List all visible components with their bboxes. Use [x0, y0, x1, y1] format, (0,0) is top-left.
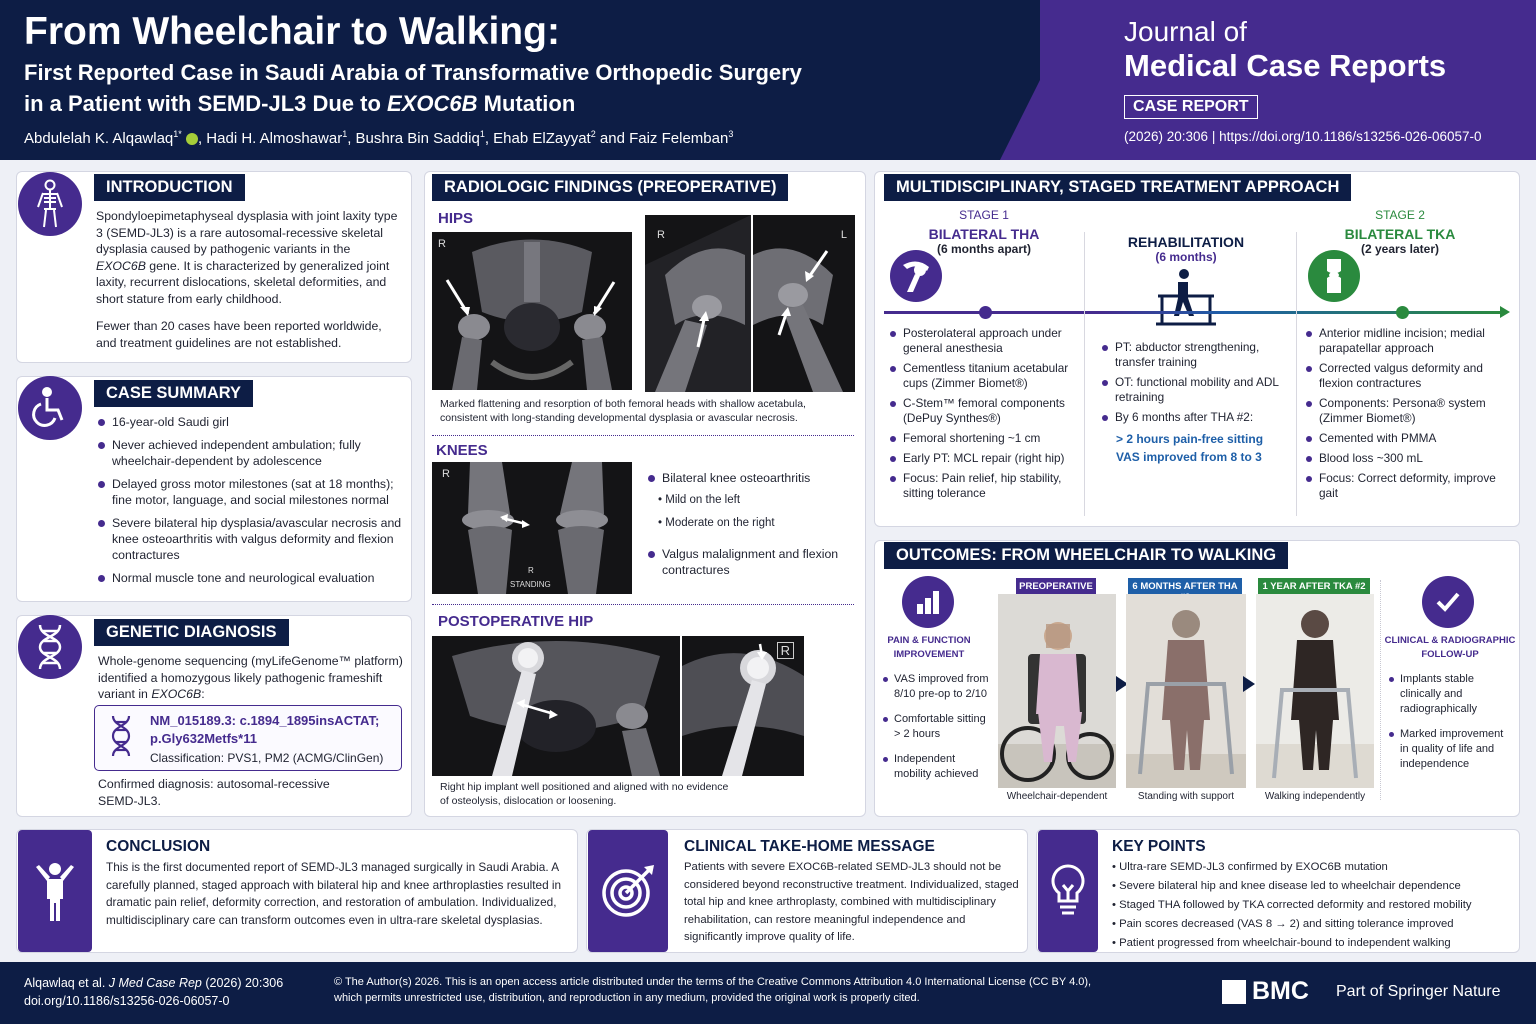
photo-caption: Standing with support	[1137, 791, 1235, 802]
list-item: Valgus malalignment and flexion contractures	[646, 546, 846, 578]
genetic-text: Whole-genome sequencing (myLifeGenome™ platform) identified a homozygous likely pathogenic frameshift variant in EXOC6B:	[98, 654, 403, 701]
photo-caption: Walking independently	[1264, 791, 1366, 802]
stage2-header: STAGE 2 BILATERAL TKA (2 years later)	[1344, 208, 1456, 256]
rehab-highlight: VAS improved from 8 to 3	[1116, 450, 1262, 464]
confirmed-diagnosis: Confirmed diagnosis: autosomal-recessive SEMD-JL3.	[98, 777, 330, 808]
column-divider	[1084, 232, 1085, 516]
section-divider	[432, 604, 854, 605]
springer-nature-text: Part of Springer Nature	[1336, 983, 1501, 1000]
pain-function-title: PAIN & FUNCTION IMPROVEMENT	[887, 635, 971, 660]
knees-label: KNEES	[436, 442, 488, 459]
list-item: Implants stable clinically and radiographically	[1388, 672, 1512, 717]
stage1-header: STAGE 1 BILATERAL THA (6 months apart)	[928, 208, 1040, 256]
photo-6-months	[1126, 594, 1246, 788]
wheelchair-icon	[18, 376, 82, 440]
timeline-arrow	[1500, 306, 1510, 318]
list-item: Early PT: MCL repair (right hip)	[888, 451, 1078, 466]
list-item: Focus: Pain relief, hip stability, sitting tolerance	[888, 471, 1078, 501]
genetic-heading: GENETIC DIAGNOSIS	[94, 619, 289, 646]
list-item: Blood loss ~300 mL	[1304, 451, 1504, 466]
photo-tag-preop: PREOPERATIVE	[1016, 578, 1096, 595]
timeline-node	[1396, 306, 1409, 319]
section-divider	[432, 435, 854, 436]
list-item: • Severe bilateral hip and knee disease led to wheelchair dependence	[1112, 880, 1461, 892]
photo-preoperative	[998, 594, 1116, 788]
timeline	[884, 311, 1504, 314]
list-item: Comfortable sitting > 2 hours	[882, 712, 992, 742]
skeleton-icon	[18, 172, 82, 236]
marker-r: R	[528, 566, 534, 575]
rehab-highlight: > 2 hours pain-free sitting	[1116, 432, 1264, 446]
rehab-header: REHABILITATION (6 months)	[1127, 234, 1245, 264]
outcomes-heading: OUTCOMES: FROM WHEELCHAIR TO WALKING	[884, 542, 1288, 569]
hips-label: HIPS	[438, 210, 474, 227]
introduction-heading: INTRODUCTION	[94, 174, 245, 201]
column-divider	[1296, 232, 1297, 516]
footer-doi[interactable]: doi.org/10.1186/s13256-026-06057-0	[24, 994, 230, 1008]
rehab-list	[1100, 340, 1288, 430]
main-title: From Wheelchair to Walking:	[24, 10, 560, 53]
lightbulb-icon	[1038, 830, 1098, 952]
list-item: Cemented with PMMA	[1304, 431, 1504, 446]
footer-license: © The Author(s) 2026. This is an open access article distributed under the terms of the Creative Commons Attribution 4.0 International License (CC BY 4.0), which permits unrestricted use, distribution, and reproduction in any medium, provided the original work is properly cited.	[334, 976, 1092, 1004]
journal-name-line1: Journal of	[1124, 16, 1247, 47]
variant-hgvs: NM_015189.3: c.1894_1895insACTAT;	[150, 713, 380, 728]
stage1-list	[888, 326, 1078, 506]
list-item: • Staged THA followed by TKA corrected deformity and restored mobility	[1112, 899, 1472, 911]
list-item: Never achieved independent ambulation; fully wheelchair-dependent by adolescence	[96, 437, 406, 469]
list-item: By 6 months after THA #2:	[1100, 410, 1288, 425]
journal-name-line2: Medical Case Reports	[1124, 48, 1447, 83]
standing-marker: STANDING	[510, 580, 551, 589]
list-item: Delayed gross motor milestones (sat at 18 months); fine motor, language, and social milestones normal	[96, 476, 406, 508]
subtitle-line1: First Reported Case in Saudi Arabia of Transformative Orthopedic Surgery	[24, 60, 802, 85]
pain-function-list	[882, 672, 992, 792]
introduction-text-2: Fewer than 20 cases have been reported worldwide, and treatment guidelines are not established.	[96, 319, 382, 350]
list-item: Independent mobility achieved	[882, 752, 992, 782]
person-arms-up-icon	[18, 830, 92, 952]
list-item: Components: Persona® system (Zimmer Biomet®)	[1304, 396, 1504, 426]
stage2-list	[1304, 326, 1504, 506]
citation-doi[interactable]: (2026) 20:306 | https://doi.org/10.1186/s13256-026-06057-0	[1124, 129, 1482, 144]
footer	[0, 962, 1536, 1024]
list-item: 16-year-old Saudi girl	[96, 414, 406, 430]
conclusion-heading: CONCLUSION	[106, 838, 211, 855]
photo-tag-6mo: 6 MONTHS AFTER THA	[1128, 578, 1242, 606]
variant-classification: Classification: PVS1, PM2 (ACMG/ClinGen)	[150, 751, 384, 765]
footer-citation: Alqawlaq et al. J Med Case Rep (2026) 20:306	[24, 976, 284, 990]
variant-protein: p.Gly632Metfs*11	[150, 731, 257, 746]
postop-hip-label: POSTOPERATIVE HIP	[438, 613, 594, 630]
bmc-logo-icon	[1222, 980, 1246, 1004]
keypoints-heading: KEY POINTS	[1112, 838, 1206, 855]
target-icon	[588, 830, 668, 952]
left-hip-xray	[753, 215, 855, 392]
radiology-heading: RADIOLOGIC FINDINGS (PREOPERATIVE)	[432, 174, 788, 201]
list-item: • Ultra-rare SEMD-JL3 confirmed by EXOC6B mutation	[1112, 861, 1388, 873]
right-hip-xray	[645, 215, 751, 392]
keypoints-list	[1112, 858, 1512, 953]
marker-r: R	[438, 238, 446, 250]
photo-tag-1yr: 1 YEAR AFTER TKA #2	[1258, 578, 1370, 595]
dna-small-icon	[108, 714, 134, 763]
takehome-text: Patients with severe EXOC6B-related SEMD-JL3 should not be considered beyond reconstructive treatment. Individualized, staged total hip and knee arthroplasty, combined with multidisciplinary rehabilitation, can restore meaningful independence and significantly improve quality of life.	[684, 861, 1019, 943]
postop-hip-closeup	[682, 636, 804, 776]
marker-r: R	[442, 468, 450, 480]
author-list: Abdulelah K. Alqawlaq$^{1*}$ , Hadi H. Almoshawar$^1$, Bushra Bin Saddiq$^1$, Ehab ElZayyat$^2$ and Faiz Felemban$^3$	[24, 129, 734, 147]
takehome-heading: CLINICAL TAKE-HOME MESSAGE	[684, 838, 935, 855]
list-item: Marked improvement in quality of life and independence	[1388, 727, 1512, 772]
photo-caption: Wheelchair-dependent	[1006, 791, 1108, 802]
postop-pelvis-xray	[432, 636, 680, 776]
knee-findings-list-2	[646, 546, 846, 585]
knee-sub-item: • Moderate on the right	[658, 517, 775, 529]
conclusion-text: This is the first documented report of SEMD-JL3 managed surgically in Saudi Arabia. A carefully planned, staged approach with bilateral hip and knee arthroplasties resulted in dramatic pain relief, deformity correction, and restoration of ambulation. Individualized, multidisciplinary care can transform outcomes even in ultra-rare skeletal dysplasias.	[106, 860, 562, 927]
orcid-icon[interactable]	[186, 133, 198, 145]
hips-caption: Marked flattening and resorption of both femoral heads with shallow acetabula, consistent with long-standing developmental dysplasia or avascular necrosis.	[440, 398, 806, 424]
introduction-text: Spondyloepimetaphyseal dysplasia with joint laxity type 3 (SEMD-JL3) is a rare autosomal-recessive skeletal dysplasia caused by pathogenic variants in the EXOC6B gene. It is characterized by generalized joint laxity, recurrent dislocations, skeletal deformities, and short stature from early childhood.	[96, 209, 398, 306]
bar-chart-icon	[902, 576, 954, 628]
photo-1-year	[1256, 594, 1374, 788]
knees-xray	[432, 462, 632, 594]
list-item: OT: functional mobility and ADL retraining	[1100, 375, 1288, 405]
list-item: VAS improved from 8/10 pre-op to 2/10	[882, 672, 992, 702]
knee-joint-icon	[1308, 250, 1360, 302]
subtitle-line2: in a Patient with SEMD-JL3 Due to EXOC6B Mutation	[24, 91, 576, 116]
list-item: Femoral shortening ~1 cm	[888, 431, 1078, 446]
list-item: • Patient progressed from wheelchair-bound to independent walking	[1112, 937, 1451, 949]
list-item: Anterior midline incision; medial parapatellar approach	[1304, 326, 1504, 356]
list-item: Severe bilateral hip dysplasia/avascular necrosis and knee osteoarthritis with valgus deformity and flexion contractures	[96, 515, 406, 563]
list-item: Focus: Correct deformity, improve gait	[1304, 471, 1504, 501]
pelvis-xray	[432, 232, 632, 390]
dna-icon	[18, 615, 82, 679]
marker-r: R	[777, 642, 794, 659]
marker-r: R	[657, 229, 665, 241]
list-item: Corrected valgus deformity and flexion contractures	[1304, 361, 1504, 391]
case-summary-list	[96, 414, 406, 593]
article-type-badge: CASE REPORT	[1124, 95, 1258, 119]
list-item: Normal muscle tone and neurological evaluation	[96, 570, 406, 586]
list-item: • Pain scores decreased (VAS 8 → 2) and sitting tolerance improved	[1112, 918, 1454, 930]
hip-joint-icon	[890, 250, 942, 302]
timeline-node	[979, 306, 992, 319]
marker-l: L	[840, 229, 847, 241]
checkmark-icon	[1422, 576, 1474, 628]
arrow-right-icon	[1243, 676, 1255, 692]
follow-up-title: CLINICAL & RADIOGRAPHIC FOLLOW-UP	[1384, 635, 1516, 660]
postop-caption: Right hip implant well positioned and aligned with no evidence of osteolysis, dislocation or loosening.	[440, 781, 729, 807]
list-item: Posterolateral approach under general anesthesia	[888, 326, 1078, 356]
column-divider	[1380, 580, 1381, 800]
knee-findings-list	[646, 470, 846, 488]
list-item: PT: abductor strengthening, transfer training	[1100, 340, 1288, 370]
knee-sub-item: • Mild on the left	[658, 494, 741, 506]
list-item: Bilateral knee osteoarthritis	[646, 470, 846, 486]
treatment-heading: MULTIDISCIPLINARY, STAGED TREATMENT APPROACH	[884, 174, 1351, 201]
bmc-logo: BMC	[1252, 977, 1309, 1005]
list-item: Cementless titanium acetabular cups (Zimmer Biomet®)	[888, 361, 1078, 391]
list-item: C-Stem™ femoral components (DePuy Synthes®)	[888, 396, 1078, 426]
rehab-walker-icon	[1154, 266, 1218, 331]
follow-up-list	[1388, 672, 1512, 782]
case-summary-heading: CASE SUMMARY	[94, 380, 253, 407]
